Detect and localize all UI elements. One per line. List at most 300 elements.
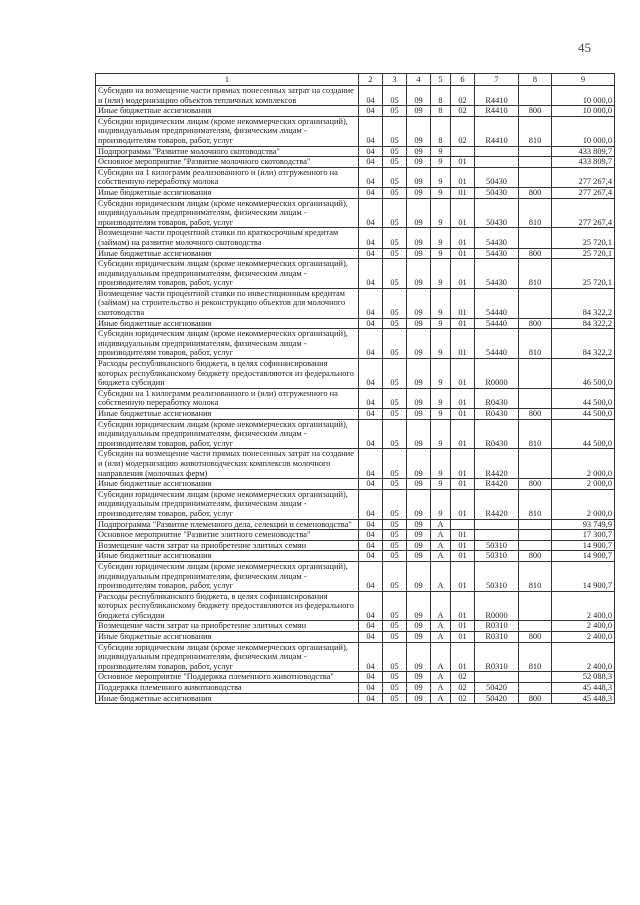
table-row bbox=[96, 519, 615, 530]
cell-col-5: 9 bbox=[431, 318, 451, 329]
cell-amount: 14 900,7 bbox=[552, 540, 615, 551]
cell-col-5: 8 bbox=[431, 86, 451, 106]
cell-col-4: 09 bbox=[407, 672, 431, 683]
cell-col-2: 04 bbox=[359, 489, 383, 519]
cell-col-7: R4420 bbox=[475, 479, 519, 490]
header-cell: 7 bbox=[475, 74, 519, 86]
cell-amount: 46 500,0 bbox=[552, 359, 615, 389]
cell-col-6: 01 bbox=[451, 288, 475, 318]
table-row bbox=[96, 591, 615, 621]
cell-amount: 52 088,3 bbox=[552, 672, 615, 683]
cell-col-2: 04 bbox=[359, 116, 383, 146]
cell-col-6: 02 bbox=[451, 672, 475, 683]
row-name: Субсидии юридическим лицам (кроме некоммерческих организаций), индивидуальным предпринимателям, физическим лицам - производителям товаров, работ, услуг bbox=[96, 419, 359, 449]
cell-col-7: 50430 bbox=[475, 167, 519, 187]
cell-col-3: 05 bbox=[383, 693, 407, 704]
cell-col-7: 54440 bbox=[475, 329, 519, 359]
cell-amount: 10 000,0 bbox=[552, 86, 615, 106]
table-row bbox=[96, 672, 615, 683]
cell-col-7: R4410 bbox=[475, 116, 519, 146]
cell-col-6: 01 bbox=[451, 621, 475, 632]
header-cell: 8 bbox=[519, 74, 552, 86]
table-row bbox=[96, 146, 615, 157]
cell-amount: 2 400,0 bbox=[552, 621, 615, 632]
cell-amount: 2 000,0 bbox=[552, 479, 615, 490]
cell-col-8: 810 bbox=[519, 259, 552, 289]
row-name: Субсидии юридическим лицам (кроме некоммерческих организаций), индивидуальным предпринимателям, физическим лицам - производителям товаров, работ, услуг bbox=[96, 198, 359, 228]
cell-col-4: 09 bbox=[407, 591, 431, 621]
cell-col-3: 05 bbox=[383, 621, 407, 632]
cell-col-6: 01 bbox=[451, 157, 475, 168]
cell-col-2: 04 bbox=[359, 683, 383, 694]
table-row bbox=[96, 419, 615, 449]
row-name: Субсидии юридическим лицам (кроме некоммерческих организаций), индивидуальным предпринимателям, физическим лицам - производителям товаров, работ, услуг bbox=[96, 259, 359, 289]
cell-col-6: 01 bbox=[451, 479, 475, 490]
header-cell: 3 bbox=[383, 74, 407, 86]
cell-col-6: 01 bbox=[451, 329, 475, 359]
cell-col-8: 810 bbox=[519, 489, 552, 519]
cell-col-6: 01 bbox=[451, 489, 475, 519]
table-row bbox=[96, 561, 615, 591]
table-row bbox=[96, 248, 615, 259]
cell-col-7: 50420 bbox=[475, 683, 519, 694]
cell-col-4: 09 bbox=[407, 449, 431, 479]
cell-amount: 84 322,2 bbox=[552, 318, 615, 329]
cell-col-5: 9 bbox=[431, 489, 451, 519]
row-name: Основное мероприятие "Развитие молочного скотоводства" bbox=[96, 157, 359, 168]
cell-col-2: 04 bbox=[359, 672, 383, 683]
cell-col-8: 800 bbox=[519, 187, 552, 198]
cell-col-7: 50420 bbox=[475, 693, 519, 704]
cell-amount: 2 000,0 bbox=[552, 489, 615, 519]
cell-col-6: 01 bbox=[451, 198, 475, 228]
cell-col-2: 04 bbox=[359, 693, 383, 704]
cell-col-3: 05 bbox=[383, 489, 407, 519]
cell-col-5: А bbox=[431, 519, 451, 530]
table-row bbox=[96, 683, 615, 694]
row-name: Субсидии юридическим лицам (кроме некоммерческих организаций), индивидуальным предпринимателям, физическим лицам - производителям товаров, работ, услуг bbox=[96, 642, 359, 672]
cell-col-2: 04 bbox=[359, 388, 383, 408]
cell-col-6: 01 bbox=[451, 259, 475, 289]
cell-col-2: 04 bbox=[359, 591, 383, 621]
cell-col-3: 05 bbox=[383, 198, 407, 228]
cell-col-6: 01 bbox=[451, 167, 475, 187]
row-name: Основное мероприятие "Поддержка племенного животноводства" bbox=[96, 672, 359, 683]
table-row bbox=[96, 540, 615, 551]
cell-col-2: 04 bbox=[359, 561, 383, 591]
cell-col-2: 04 bbox=[359, 248, 383, 259]
cell-col-7: R0000 bbox=[475, 591, 519, 621]
cell-col-6: 01 bbox=[451, 642, 475, 672]
cell-col-4: 09 bbox=[407, 198, 431, 228]
cell-col-3: 05 bbox=[383, 359, 407, 389]
table-body bbox=[96, 86, 615, 704]
cell-col-8: 800 bbox=[519, 551, 552, 562]
cell-col-7: R0430 bbox=[475, 419, 519, 449]
cell-col-2: 04 bbox=[359, 540, 383, 551]
cell-col-4: 09 bbox=[407, 116, 431, 146]
cell-col-4: 09 bbox=[407, 388, 431, 408]
cell-col-6: 01 bbox=[451, 187, 475, 198]
cell-col-3: 05 bbox=[383, 157, 407, 168]
cell-col-5: 9 bbox=[431, 228, 451, 248]
cell-amount: 277 267,4 bbox=[552, 187, 615, 198]
header-cell: 6 bbox=[451, 74, 475, 86]
cell-col-6: 02 bbox=[451, 106, 475, 117]
cell-col-5: 9 bbox=[431, 388, 451, 408]
row-name: Возмещение части затрат на приобретение элитных семян bbox=[96, 621, 359, 632]
row-name: Иные бюджетные ассигнования bbox=[96, 479, 359, 490]
cell-col-5: А bbox=[431, 551, 451, 562]
cell-col-5: А bbox=[431, 632, 451, 643]
cell-col-8: 810 bbox=[519, 116, 552, 146]
cell-col-2: 04 bbox=[359, 519, 383, 530]
row-name: Иные бюджетные ассигнования bbox=[96, 693, 359, 704]
cell-col-6: 02 bbox=[451, 116, 475, 146]
cell-col-3: 05 bbox=[383, 530, 407, 541]
row-name: Подпрограмма "Развитие племенного дела, селекции и семеноводства" bbox=[96, 519, 359, 530]
cell-amount: 25 720,1 bbox=[552, 228, 615, 248]
cell-col-4: 09 bbox=[407, 540, 431, 551]
cell-amount: 2 400,0 bbox=[552, 591, 615, 621]
cell-amount: 84 322,2 bbox=[552, 288, 615, 318]
cell-col-2: 04 bbox=[359, 419, 383, 449]
table-row bbox=[96, 632, 615, 643]
cell-amount: 45 448,3 bbox=[552, 683, 615, 694]
cell-col-4: 09 bbox=[407, 632, 431, 643]
cell-col-7: 54440 bbox=[475, 318, 519, 329]
cell-col-8: 800 bbox=[519, 248, 552, 259]
cell-col-3: 05 bbox=[383, 167, 407, 187]
cell-col-8: 800 bbox=[519, 693, 552, 704]
cell-col-8 bbox=[519, 621, 552, 632]
cell-col-7: R4420 bbox=[475, 449, 519, 479]
cell-col-4: 09 bbox=[407, 693, 431, 704]
cell-col-8 bbox=[519, 449, 552, 479]
cell-col-7: R0310 bbox=[475, 621, 519, 632]
cell-col-4: 09 bbox=[407, 530, 431, 541]
cell-col-2: 04 bbox=[359, 259, 383, 289]
cell-col-8 bbox=[519, 146, 552, 157]
cell-col-3: 05 bbox=[383, 329, 407, 359]
row-name: Подпрограмма "Развитие молочного скотоводства" bbox=[96, 146, 359, 157]
cell-col-8 bbox=[519, 157, 552, 168]
cell-col-5: А bbox=[431, 621, 451, 632]
cell-amount: 10 000,0 bbox=[552, 116, 615, 146]
row-name: Иные бюджетные ассигнования bbox=[96, 106, 359, 117]
cell-col-4: 09 bbox=[407, 489, 431, 519]
table-row bbox=[96, 116, 615, 146]
cell-col-3: 05 bbox=[383, 318, 407, 329]
cell-col-7: R4410 bbox=[475, 106, 519, 117]
cell-col-4: 09 bbox=[407, 187, 431, 198]
cell-col-8: 810 bbox=[519, 642, 552, 672]
cell-col-8: 810 bbox=[519, 419, 552, 449]
cell-col-6: 02 bbox=[451, 86, 475, 106]
cell-col-4: 09 bbox=[407, 519, 431, 530]
cell-col-3: 05 bbox=[383, 479, 407, 490]
cell-col-7: R0430 bbox=[475, 388, 519, 408]
table-row bbox=[96, 157, 615, 168]
cell-col-8 bbox=[519, 530, 552, 541]
cell-col-2: 04 bbox=[359, 621, 383, 632]
row-name: Субсидии на возмещение части прямых понесенных затрат на создание и (или) модернизацию объектов тепличных комплексов bbox=[96, 86, 359, 106]
cell-col-7: 50310 bbox=[475, 551, 519, 562]
cell-col-8: 800 bbox=[519, 318, 552, 329]
budget-table bbox=[95, 73, 615, 704]
table-row bbox=[96, 642, 615, 672]
cell-col-4: 09 bbox=[407, 167, 431, 187]
row-name: Субсидии на 1 килограмм реализованного и (или) отгруженного на собственную переработку молока bbox=[96, 167, 359, 187]
cell-col-5: 9 bbox=[431, 187, 451, 198]
cell-col-8: 800 bbox=[519, 479, 552, 490]
row-name: Возмещение части затрат на приобретение элитных семян bbox=[96, 540, 359, 551]
cell-col-7 bbox=[475, 672, 519, 683]
cell-col-5: 9 bbox=[431, 359, 451, 389]
cell-col-5: 9 bbox=[431, 248, 451, 259]
cell-col-6: 02 bbox=[451, 683, 475, 694]
cell-col-8: 800 bbox=[519, 409, 552, 420]
table-row bbox=[96, 259, 615, 289]
row-name: Субсидии юридическим лицам (кроме некоммерческих организаций), индивидуальным предпринимателям, физическим лицам - производителям товаров, работ, услуг bbox=[96, 329, 359, 359]
cell-col-2: 04 bbox=[359, 642, 383, 672]
cell-col-7: R0310 bbox=[475, 632, 519, 643]
cell-col-8: 810 bbox=[519, 561, 552, 591]
cell-col-7 bbox=[475, 519, 519, 530]
cell-amount: 2 400,0 bbox=[552, 642, 615, 672]
cell-amount: 277 267,4 bbox=[552, 198, 615, 228]
cell-col-3: 05 bbox=[383, 642, 407, 672]
cell-col-7 bbox=[475, 146, 519, 157]
row-name: Расходы республиканского бюджета, в целях софинансирования которых республиканскому бюджету предоставляются из федерального бюджета субсидии bbox=[96, 591, 359, 621]
cell-col-7: 50430 bbox=[475, 198, 519, 228]
cell-col-4: 09 bbox=[407, 318, 431, 329]
cell-col-5: 9 bbox=[431, 449, 451, 479]
row-name: Возмещение части процентной ставки по инвестиционным кредитам (займам) на строительство и реконструкцию объектов для молочного скотоводства bbox=[96, 288, 359, 318]
header-cell: 2 bbox=[359, 74, 383, 86]
row-name: Иные бюджетные ассигнования bbox=[96, 248, 359, 259]
cell-col-4: 09 bbox=[407, 146, 431, 157]
cell-col-2: 04 bbox=[359, 329, 383, 359]
cell-amount: 2 000,0 bbox=[552, 449, 615, 479]
cell-col-8 bbox=[519, 683, 552, 694]
header-cell: 4 bbox=[407, 74, 431, 86]
cell-col-2: 04 bbox=[359, 318, 383, 329]
table-row bbox=[96, 359, 615, 389]
cell-col-3: 05 bbox=[383, 519, 407, 530]
cell-col-3: 05 bbox=[383, 540, 407, 551]
cell-col-7: R0430 bbox=[475, 409, 519, 420]
cell-col-3: 05 bbox=[383, 187, 407, 198]
cell-col-3: 05 bbox=[383, 561, 407, 591]
cell-col-4: 09 bbox=[407, 228, 431, 248]
cell-col-6: 01 bbox=[451, 409, 475, 420]
cell-col-6: 01 bbox=[451, 632, 475, 643]
cell-col-7: 54430 bbox=[475, 248, 519, 259]
table-row bbox=[96, 318, 615, 329]
row-name: Поддержка племенного животноводства bbox=[96, 683, 359, 694]
cell-col-5: А bbox=[431, 683, 451, 694]
cell-col-3: 05 bbox=[383, 409, 407, 420]
cell-amount: 10 000,0 bbox=[552, 106, 615, 117]
header-cell: 5 bbox=[431, 74, 451, 86]
cell-amount: 2 400,0 bbox=[552, 632, 615, 643]
cell-col-4: 09 bbox=[407, 86, 431, 106]
cell-col-4: 09 bbox=[407, 248, 431, 259]
cell-col-7 bbox=[475, 157, 519, 168]
cell-col-2: 04 bbox=[359, 187, 383, 198]
row-name: Субсидии на 1 килограмм реализованного и (или) отгруженного на собственную переработку молока bbox=[96, 388, 359, 408]
row-name: Субсидии на возмещение части прямых понесенных затрат на создание и (или) модернизацию животноводческих комплексов молочного направления (молочных ферм) bbox=[96, 449, 359, 479]
cell-col-2: 04 bbox=[359, 167, 383, 187]
header-cell: 9 bbox=[552, 74, 615, 86]
cell-col-6: 02 bbox=[451, 693, 475, 704]
cell-col-6: 01 bbox=[451, 449, 475, 479]
cell-col-8 bbox=[519, 540, 552, 551]
cell-col-7: 54430 bbox=[475, 228, 519, 248]
cell-amount: 44 500,0 bbox=[552, 419, 615, 449]
cell-col-6: 01 bbox=[451, 228, 475, 248]
cell-col-2: 04 bbox=[359, 106, 383, 117]
cell-col-5: А bbox=[431, 561, 451, 591]
cell-col-8: 810 bbox=[519, 198, 552, 228]
cell-col-4: 09 bbox=[407, 329, 431, 359]
cell-col-8: 800 bbox=[519, 106, 552, 117]
cell-col-6: 01 bbox=[451, 359, 475, 389]
cell-col-7: 54440 bbox=[475, 288, 519, 318]
page-number: 45 bbox=[578, 40, 591, 55]
cell-col-3: 05 bbox=[383, 146, 407, 157]
cell-col-6: 01 bbox=[451, 530, 475, 541]
cell-col-7: 50310 bbox=[475, 561, 519, 591]
table-row bbox=[96, 167, 615, 187]
row-name: Иные бюджетные ассигнования bbox=[96, 632, 359, 643]
cell-col-8 bbox=[519, 388, 552, 408]
cell-col-3: 05 bbox=[383, 228, 407, 248]
table-row bbox=[96, 388, 615, 408]
cell-col-5: 9 bbox=[431, 479, 451, 490]
cell-col-7: R4410 bbox=[475, 86, 519, 106]
table-row bbox=[96, 449, 615, 479]
cell-col-8: 800 bbox=[519, 632, 552, 643]
cell-amount: 277 267,4 bbox=[552, 167, 615, 187]
cell-col-5: А bbox=[431, 540, 451, 551]
row-name: Иные бюджетные ассигнования bbox=[96, 409, 359, 420]
cell-col-6: 01 bbox=[451, 591, 475, 621]
cell-col-8 bbox=[519, 359, 552, 389]
table-row bbox=[96, 329, 615, 359]
cell-col-2: 04 bbox=[359, 228, 383, 248]
row-name: Иные бюджетные ассигнования bbox=[96, 318, 359, 329]
cell-col-8 bbox=[519, 228, 552, 248]
cell-col-5: А bbox=[431, 693, 451, 704]
table-row bbox=[96, 187, 615, 198]
cell-col-5: А bbox=[431, 642, 451, 672]
cell-col-4: 09 bbox=[407, 621, 431, 632]
cell-col-3: 05 bbox=[383, 683, 407, 694]
cell-amount: 25 720,1 bbox=[552, 259, 615, 289]
cell-amount: 44 500,0 bbox=[552, 388, 615, 408]
cell-col-3: 05 bbox=[383, 591, 407, 621]
cell-amount: 17 300,7 bbox=[552, 530, 615, 541]
cell-col-7: 50430 bbox=[475, 187, 519, 198]
cell-col-4: 09 bbox=[407, 106, 431, 117]
cell-amount: 14 900,7 bbox=[552, 561, 615, 591]
cell-col-7: 54430 bbox=[475, 259, 519, 289]
table-row bbox=[96, 106, 615, 117]
cell-col-5: 9 bbox=[431, 167, 451, 187]
cell-col-6: 01 bbox=[451, 419, 475, 449]
cell-amount: 25 720,1 bbox=[552, 248, 615, 259]
table-row bbox=[96, 489, 615, 519]
cell-amount: 44 500,0 bbox=[552, 409, 615, 420]
cell-col-4: 09 bbox=[407, 561, 431, 591]
cell-col-5: 9 bbox=[431, 329, 451, 359]
cell-col-8: 810 bbox=[519, 329, 552, 359]
cell-col-3: 05 bbox=[383, 106, 407, 117]
row-name: Возмещение части процентной ставки по краткосрочным кредитам (займам) на развитие молочного скотоводства bbox=[96, 228, 359, 248]
cell-col-3: 05 bbox=[383, 672, 407, 683]
row-name: Субсидии юридическим лицам (кроме некоммерческих организаций), индивидуальным предпринимателям, физическим лицам - производителям товаров, работ, услуг bbox=[96, 561, 359, 591]
table-row bbox=[96, 693, 615, 704]
cell-col-8 bbox=[519, 288, 552, 318]
cell-amount: 84 322,2 bbox=[552, 329, 615, 359]
cell-col-2: 04 bbox=[359, 146, 383, 157]
cell-col-2: 04 bbox=[359, 359, 383, 389]
cell-col-3: 05 bbox=[383, 248, 407, 259]
cell-col-3: 05 bbox=[383, 388, 407, 408]
cell-col-2: 04 bbox=[359, 530, 383, 541]
cell-col-7 bbox=[475, 530, 519, 541]
cell-col-2: 04 bbox=[359, 409, 383, 420]
cell-col-5: 9 bbox=[431, 259, 451, 289]
cell-col-8 bbox=[519, 672, 552, 683]
header-cell: 1 bbox=[96, 74, 359, 86]
cell-col-4: 09 bbox=[407, 683, 431, 694]
cell-col-2: 04 bbox=[359, 479, 383, 490]
cell-col-3: 05 bbox=[383, 419, 407, 449]
cell-col-8 bbox=[519, 167, 552, 187]
cell-col-6: 01 bbox=[451, 561, 475, 591]
table-row bbox=[96, 530, 615, 541]
cell-col-6: 01 bbox=[451, 318, 475, 329]
cell-amount: 93 749,9 bbox=[552, 519, 615, 530]
cell-col-4: 09 bbox=[407, 642, 431, 672]
cell-col-6 bbox=[451, 519, 475, 530]
table-row bbox=[96, 198, 615, 228]
cell-col-4: 09 bbox=[407, 479, 431, 490]
cell-col-4: 09 bbox=[407, 359, 431, 389]
cell-col-5: 9 bbox=[431, 157, 451, 168]
cell-amount: 14 900,7 bbox=[552, 551, 615, 562]
cell-col-3: 05 bbox=[383, 449, 407, 479]
cell-amount: 433 809,7 bbox=[552, 157, 615, 168]
cell-col-4: 09 bbox=[407, 551, 431, 562]
cell-col-5: 9 bbox=[431, 198, 451, 228]
cell-col-2: 04 bbox=[359, 288, 383, 318]
cell-col-6: 01 bbox=[451, 540, 475, 551]
cell-col-3: 05 bbox=[383, 86, 407, 106]
table-row bbox=[96, 409, 615, 420]
row-name: Иные бюджетные ассигнования bbox=[96, 187, 359, 198]
cell-col-4: 09 bbox=[407, 288, 431, 318]
cell-col-2: 04 bbox=[359, 551, 383, 562]
cell-col-5: А bbox=[431, 672, 451, 683]
cell-col-5: А bbox=[431, 591, 451, 621]
cell-col-7: R4420 bbox=[475, 489, 519, 519]
cell-col-3: 05 bbox=[383, 116, 407, 146]
cell-col-8 bbox=[519, 86, 552, 106]
